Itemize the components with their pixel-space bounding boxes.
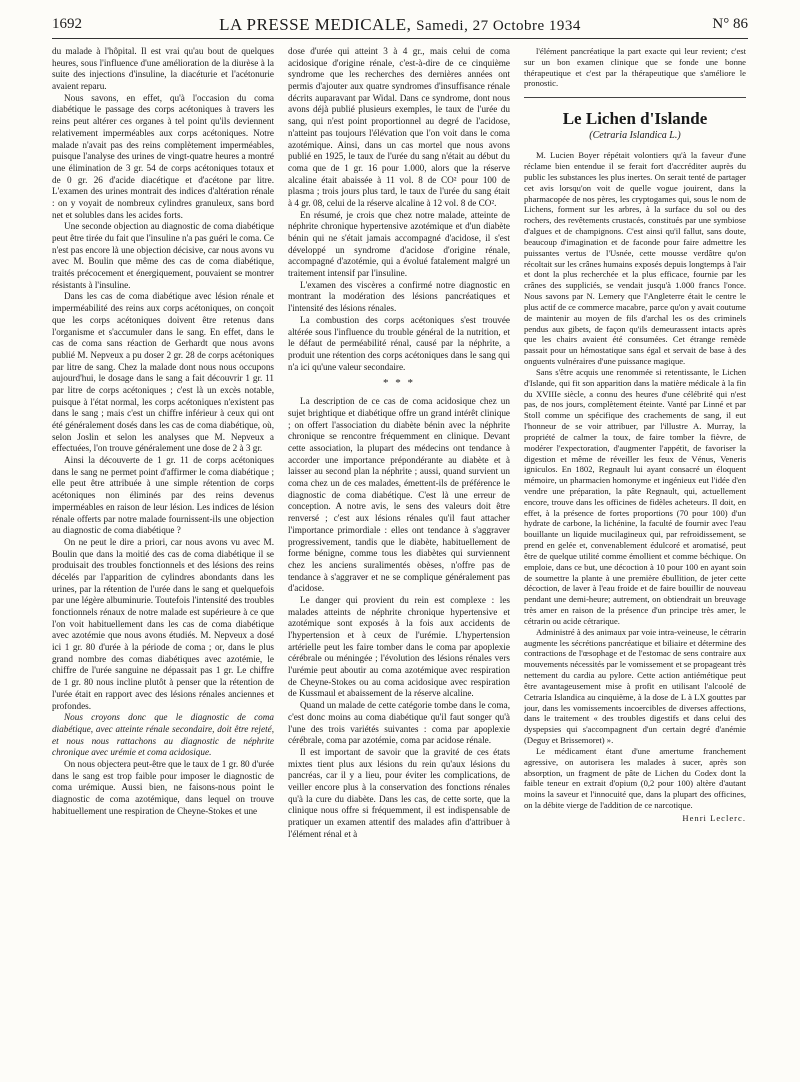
paragraph: l'élément pancréatique la part exacte qui leur revient; c'est sur un bon examen clinique que se fonde une bonne thérapeutique et c'est par la thérapeutique que s'améliore le pronostic. xyxy=(524,46,746,89)
paragraph: dose d'urée qui atteint 3 à 4 gr., mais celui de coma acidosique d'origine rénale, c'est-à-dire de ce cinquième syndrome que les recherches des dernières années ont permis d'ajouter aux quatre syndromes d'insuffisance rénale décrits auparavant par Widal. Dans ce syndrome, dont nous avons déjà publié plusieurs exemples, le taux de l'urée du sang, qui n'est point proportionnel au degré de l'acidose, n'atteint pas toujours l'élévation que l'on voit dans le coma azotémique. Ainsi, dans un cas mortel que nous avons publié en 1925, le taux de l'urée du sang n'était au début du coma que de 1 gr. 16 pour 1.000, alors que la réserve alcaline était abaissée à 11 vol. 8 de CO² pour 100 de plasma ; trois jours plus tard, le taux de l'urée du sang était à 4 gr. 08, celui de la réserve alcaline à 12 vol. 8 de CO². xyxy=(288,46,510,208)
issue-number: N° 86 xyxy=(712,16,748,32)
paragraph: Il est important de savoir que la gravité de ces états mixtes tient plus aux lésions du rein qu'aux lésions du pancréas, car il y a lieu, pour éviter les complications, de veiller encore plus à la conservation des fonctions rénales qu'à la cure du diabète. Dans les cas, de cette sorte, que la clinique nous offre si fréquemment, il est indispensable de pratiquer un examen attentif des malades afin d'attribuer à l'élément rénal et à xyxy=(288,746,510,839)
paragraph: Ainsi la découverte de 1 gr. 11 de corps acétoniques dans le sang ne permet point d'affirmer le coma diabétique ; elle peut être attribuée à une simple rétention de corps acétoniques non éliminés par des reins devenus imperméables en raison de leur lésion. Les indices de lésion rénale offerts par notre malade fournissent-ils une objection au diagnostic de coma diabétique ? xyxy=(52,455,274,536)
paragraph: M. Lucien Boyer répétait volontiers qu'à la faveur d'une réclame bien entendue il se ferait fort d'accréditer auprès du public les substances les plus inertes. On serait tenté de partager cet avis lorsqu'on voit de quelle vogue jouirent, dans la pharmacopée de nos pères, les cryptogames qui, sous le nom de Lichens, forment sur les arbres, à la surface du sol ou des rochers, des revêtements crustacés, constitués par une symbiose d'algues et de champignons. C'est ainsi qu'il fallut, sans doute, beaucoup d'imagination et de faconde pour faire admettre les puissantes vertus de l'Usnée, cette mousse verdâtre qu'on récoltait sur les crânes humains exposés depuis longtemps à l'air et dont la plus recherchée et la plus efficace, fournie par les crânes des suppliciés, se vendait jusqu'à 1.000 francs l'once. Nous savons par N. Lemery que l'Angleterre était le centre le plus actif de ce commerce macabre, parce qu'on y avait coutume de maintenir au moyen de fils d'archal les os des criminels pendus aux gibets, de façon qu'ils demeurassent intacts après que les chairs avaient été consumées. Cet étrange remède passait pour un hémostatique sans égal et servait de base à des onguents vulnéraires d'une puissance magique. xyxy=(524,150,746,367)
article-divider xyxy=(524,97,746,98)
article-title: Le Lichen d'Islande xyxy=(562,109,708,129)
journal-name: LA PRESSE MEDICALE, xyxy=(219,15,412,34)
paragraph: Quand un malade de cette catégorie tombe dans le coma, c'est donc moins au coma diabétique qu'il faut songer qu'à l'une des trois variétés suivantes : coma par apoplexie cérébrale, coma par azotémie, coma par acidose rénale. xyxy=(288,700,510,746)
page-number: 1692 xyxy=(52,16,82,32)
text-columns xyxy=(52,46,748,1076)
paragraph: Une seconde objection au diagnostic de coma diabétique peut être tirée du fait que l'insuline n'a pas guéri le coma. Ce n'est pas encore là une objection décisive, car nous avons vu avec M. Boulin que même des cas de coma diabétique, traités précocement et énergiquement, pouvaient se montrer résistants à l'insuline. xyxy=(52,221,274,290)
paragraph: Sans s'être acquis une renommée si retentissante, le Lichen d'Islande, qui fit son apparition dans la matière médicale à la fin du XVIIIe siècle, a connu des heures d'une célébrité qui n'est pas, de nos jours, complètement éteinte. Vanté par Linné et par Stoll comme un spécifique des crachements de sang, il eut l'honneur de se voir attribuer, par l'illustre A. Murray, la propriété de calmer la toux, de faire tomber la fièvre, de modérer l'expectoration, d'augmenter l'appétit, de favoriser la digestion et même de réveiller les feux de Vénus, Veneris igniculos. En 1802, Regnault lui ayant consacré un éloquent mémoire, un pharmacien homonyme et ingénieux eut l'idée d'en vendre une préparation, la pâte Regnault, qui, actuellement encore, trouve dans les officines de fidèles acheteurs. Il doit, en effet, à la présence de fortes proportions (70 pour 100) d'un hydrate de carbone, la lichénine, la faculté de fournir avec l'eau bouillante un liquide mucilagineux qui, par refroidissement, se prend en gelée et, convenablement édulcoré et aromatisé, peut être de quelque utilité comme émollient et comme béchique. On emploie, dans ce but, une décoction à 10 pour 100 en ayant soin de soumettre la plante à une première ébullition, de jeter cette décoction, de laver à l'eau froide et de faire bouillir de nouveau pendant une demi-heure; autrement, on obtiendrait un breuvage très amer en raison de la présence d'un principe très amer, le cétrarin ou acide cétrarique. xyxy=(524,366,746,626)
paragraph: Nous savons, en effet, qu'à l'occasion du coma diabétique le passage des corps acétoniques à travers les reins peut altérer ces organes à tel point qu'ils deviennent relativement imperméables aux corps acétoniques. Notre malade n'avait pas des reins complètement imperméables, puisque l'analyse des urines de vingt-quatre heures a montré une élimination de 3 gr. 54 de corps acétoniques totaux et de 0 gr. 26 d'acide diacétique et d'acétone par litre. L'examen des urines montrait des indices d'altération rénale : on y voyait de nombreux cylindres granuleux, sans bord net et solubles dans les acides forts. xyxy=(52,92,274,220)
paragraph: En résumé, je crois que chez notre malade, atteinte de néphrite chronique hypertensive azotémique et d'un diabète bénin qui ne s'était jamais accompagné d'acidose, il s'est développé un syndrome d'acidose d'origine rénale, accompagné d'azotémie, qui a évolué fatalement malgré un traitement intensif par l'insuline. xyxy=(288,209,510,279)
journal-masthead xyxy=(52,15,748,35)
paragraph: Dans les cas de coma diabétique avec lésion rénale et imperméabilité des reins aux corps acétoniques, on conçoit que les corps acétoniques doivent être retenus dans l'organisme et s'accumuler dans le sang. En effet, dans le cas de coma sans réaction de Gerhardt que nous avons publié M. Nepveux a pu doser 2 gr. 28 de corps acétoniques par litre de sang. Chez la malade dont nous nous occupons aujourd'hui, le dosage dans le sang a fait découvrir 1 gr. 11 par litre de corps acétoniques ; c'est là un excès notable, puisque à l'état normal, les corps acétoniques n'existent pas dans le sang ; mais c'est un chiffre inférieur à ceux qui ont été généralement dosés dans les cas de coma diabétique, où, selon Joslin et selon les analyses que M. Nepveux a effectuées, l'on trouve généralement une dose de 2 à 3 gr. xyxy=(52,291,274,454)
paragraph: du malade à l'hôpital. Il est vrai qu'au bout de quelques heures, sous l'influence d'une amélioration de la diurèse à la suite des injections d'insuline, la diacéturie et l'acétonurie avaient reparu. xyxy=(52,46,274,92)
column-1 xyxy=(52,46,274,1076)
paragraph: La description de ce cas de coma acidosique chez un sujet brightique et diabétique offre un grand intérêt clinique ; on offert l'association du diabète bénin avec la néphrite chronique se rencontre fréquemment en clinique. Devant cette association, la plupart des médecins ont tendance à accorder une importance prépondérante au diabète et à laisser au second plan la néphrite ; aussi, quand survient un coma chez un de ces malades, émettent-ils de préférence le diagnostic de coma diabétique. C'est là une erreur de conception. A notre avis, le sens des valeurs doit être renversé ; c'est aux lésions rénales qu'il faut attacher l'importance primordiale : elles ont tendance à s'aggraver progressivement, tandis que le diabète, habituellement de forme bénigne, comme tous les diabètes qui surviennent chez les anciens suralimentés obèses, n'offre pas de tendance à s'aggraver et ne se complique généralement pas d'acidose. xyxy=(288,396,510,594)
author-signature: Henri Leclerc. xyxy=(682,812,746,823)
page-header xyxy=(52,14,748,39)
paragraph: La combustion des corps acétoniques s'est trouvée altérée sous l'influence du trouble général de la nutrition, et le défaut de perméabilité rénal, causé par la néphrite, a produit une rétention des corps acétoniques dans le sang qui n'a ici qu'une valeur secondaire. xyxy=(288,314,510,372)
article-subtitle: (Cetraria Islandica L.) xyxy=(589,129,681,141)
paragraph: L'examen des viscères a confirmé notre diagnostic en montrant la modération des lésions pancréatiques et l'intensité des lésions rénales. xyxy=(288,279,510,314)
column-2 xyxy=(288,46,510,1076)
paragraph: Administré à des animaux par voie intra-veineuse, le cétrarin augmente les sécrétions pancréatique et biliaire et détermine des contractions de l'œsophage et de l'estomac de sens contraire aux mouvements nécessités par le vomissement et se propageant très nettement du cardia au pylore. Cette action antiémétique peut être avantageusement mise à profit en utilisant l'alcoolé de Cetraria Islandica au cinquième, à la dose de L à LX gouttes par jour, dans les vomissements incoercibles de diverses affections, dans le traitement « des troubles digestifs et dans celui des dyspepsies qui s'accompagnent d'un certain degré d'anémie (Deguy et Brissemoret) ». xyxy=(524,626,746,746)
paragraph: Le médicament étant d'une amertume franchement agressive, on autorisera les malades à sucer, après son absorption, un fragment de pâte de Lichen du Codex dont la faible teneur en extrait d'opium (0,2 pour 100) altère d'autant moins la saveur et l'innocuité que, dans la plupart des officines, on la débite vierge de l'addition de ce narcotique. xyxy=(524,745,746,810)
paragraph: Nous croyons donc que le diagnostic de coma diabétique, avec atteinte rénale secondaire, doit être rejeté, et nous nous rattachons au diagnostic de néphrite chronique avec urémie et coma acidosique. xyxy=(52,712,274,758)
paragraph: On ne peut le dire a priori, car nous avons vu avec M. Boulin que dans la moitié des cas de coma diabétique il se produisait des troubles fonctionnels et des lésions des reins décelés par l'apparition de cylindres abondants dans les urines, par la rétention de l'urée dans le sang et quelquefois par une légère albuminurie. Toutefois l'intensité des troubles fonctionnels rénaux de notre malade est supérieure à ce que l'on voit habituellement dans les cas de coma diabétique avec azotémie que nous avons étudiés. M. Nepveux a dosé ici 1 gr. 80 d'urée à la période de coma ; or, dans le plus grand nombre des comas diabétiques avec azotémie, le chiffre de l'urée sanguine ne dépassait pas 1 gr. Le chiffre de 1 gr. 80 nous incline plutôt à penser que la rétention de l'urée était en rapport avec des lésions rénales anciennes et profondes. xyxy=(52,536,274,711)
paragraph: On nous objectera peut-être que le taux de 1 gr. 80 d'urée dans le sang est trop faible pour imposer le diagnostic de coma urémique. Aussi bien, ne faisons-nous point le diagnostic de coma azotémique, dans lequel on trouve habituellement une respiration de Cheyne-Stokes et une xyxy=(52,758,274,816)
issue-date: Samedi, 27 Octobre 1934 xyxy=(416,18,581,34)
paragraph: Le danger qui provient du rein est complexe : les malades atteints de néphrite chronique hypertensive et azotémique sont exposés à la fois aux accidents de l'hypertension et à ceux de l'urémie. L'hypertension artérielle peut les faire tomber dans le coma par apoplexie cérébrale ou méningée ; l'évolution des lésions rénales vers l'urémie peut aboutir au coma azotémique avec respiration de Cheyne-Stokes ou au coma acidosique avec respiration de Kussmaul et abaissement de la réserve alcaline. xyxy=(288,594,510,699)
section-separator: * * * xyxy=(383,377,415,390)
column-3 xyxy=(524,46,746,1076)
